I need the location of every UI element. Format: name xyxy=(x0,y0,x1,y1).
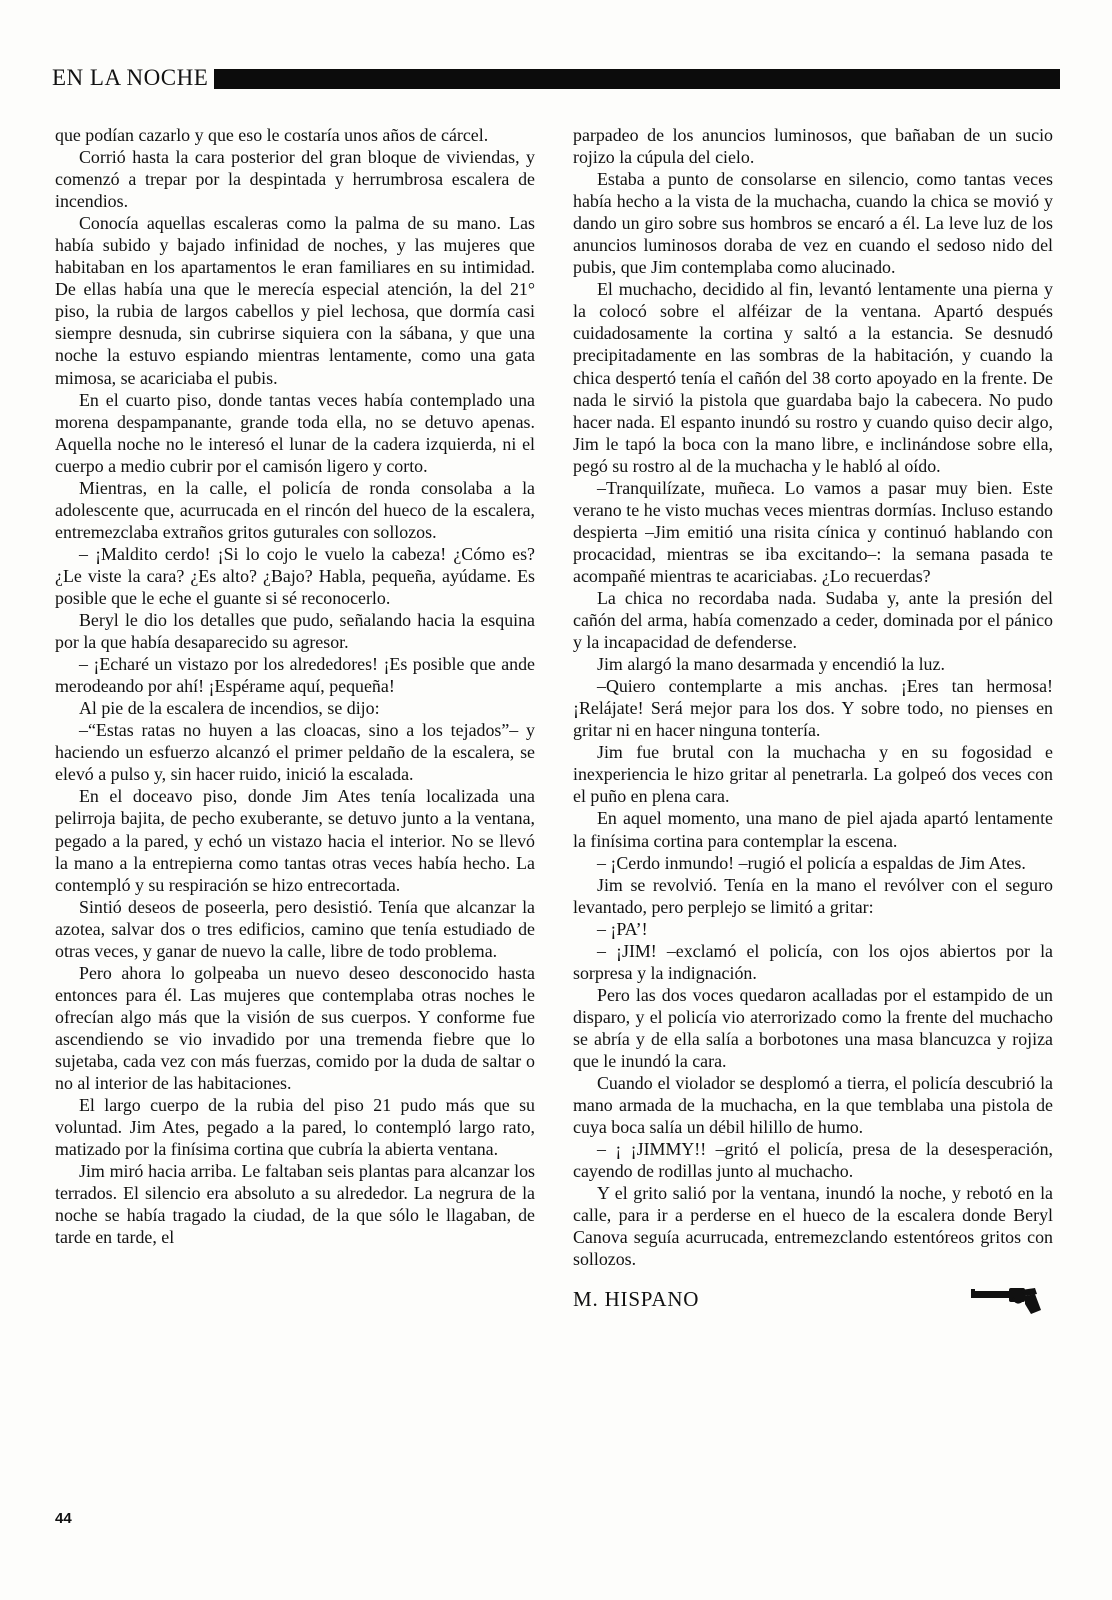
paragraph: Pero las dos voces quedaron acalladas por el estampido de un disparo, y el policía vio aterrorizado como la frente del muchacho se abría y de ella salía a borbotones una masa blancuzca y rojiza que le inundó la cara. xyxy=(573,984,1053,1071)
paragraph: Conocía aquellas escaleras como la palma de su mano. Las había subido y bajado infinidad de noches, y las mujeres que habitaban en los apartamentos le eran familiares en su intimidad. De ellas había una que le merecía especial atención, la del 21° piso, la rubia de largos cabellos y piel lechosa, que dormía casi siempre desnuda, sin cubrirse siquiera con la sábana, y que una noche la estuvo espiando mientras lentamente, como una gata mimosa, se acariciaba el pubis. xyxy=(55,213,535,388)
header-rule xyxy=(214,69,1060,89)
paragraph: Y el grito salió por la ventana, inundó la noche, y rebotó en la calle, para ir a perderse en el hueco de la escalera donde Beryl Canova seguía acurrucada, entremezclando estentóreos gritos con sollozos. xyxy=(573,1183,1053,1270)
paragraph: Jim fue brutal con la muchacha y en su fogosidad e inexperiencia le hizo gritar al penetrarla. La golpeó dos veces con el puño en plena cara. xyxy=(573,742,1053,807)
section-title: EN LA NOCHE xyxy=(52,65,209,90)
paragraph: En el cuarto piso, donde tantas veces había contemplado una morena despampanante, grande toda ella, no se detuvo apenas. Aquella noche no le interesó el lunar de la cadera izquierda, ni el cuerpo a medio cubrir por el camisón ligero y corto. xyxy=(55,389,535,476)
paragraph: Pero ahora lo golpeaba un nuevo deseo desconocido hasta entonces para él. Las mujeres que contemplaba otras noches le ofrecían algo más que la visión de sus cuerpos. Y conforme fue ascendiendo se vio invadido por una tremenda fiebre que lo sujetaba, cada vez con más fuerzas, comido por la duda de saltar o no al interior de las habitaciones. xyxy=(55,962,535,1094)
signature-row xyxy=(573,1282,1053,1316)
paragraph: Beryl le dio los detalles que pudo, señalando hacia la esquina por la que había desaparecido su agresor. xyxy=(55,610,535,653)
paragraph: – ¡Maldito cerdo! ¡Si lo cojo le vuelo la cabeza! ¿Cómo es? ¿Le viste la cara? ¿Es alto? ¿Bajo? Habla, pequeña, ayúdame. Es posible que le eche el guante si sé reconocerlo. xyxy=(55,543,535,608)
paragraph: –Quiero contemplarte a mis anchas. ¡Eres tan hermosa! ¡Relájate! Será mejor para los dos. Y sobre todo, no pienses en gritar ni en hacer ninguna tontería. xyxy=(573,676,1053,741)
paragraph: Jim miró hacia arriba. Le faltaban seis plantas para alcanzar los terrados. El silencio era absoluto a su alrededor. La negrura de la noche se había tragado la ciudad, de la que sólo le llagaban, de tarde en tarde, el xyxy=(55,1161,535,1248)
author-signature: M. HISPANO xyxy=(573,1287,700,1312)
page-number: 44 xyxy=(55,1510,72,1527)
paragraph: – ¡JIM! –exclamó el policía, con los ojos abiertos por la sorpresa y la indignación. xyxy=(573,940,1053,983)
paragraph: – ¡ ¡JIMMY!! –gritó el policía, presa de la desesperación, cayendo de rodillas junto al muchacho. xyxy=(573,1139,1053,1182)
paragraph: Jim alargó la mano desarmada y encendió la luz. xyxy=(597,654,945,675)
paragraph: – ¡PA’! xyxy=(597,918,648,939)
paragraph: – ¡Cerdo inmundo! –rugió el policía a espaldas de Jim Ates. xyxy=(597,852,1026,873)
paragraph: En el doceavo piso, donde Jim Ates tenía localizada una pelirroja bajita, de pecho exuberante, se detuvo junto a la ventana, pegado a la pared, y echó un vistazo hacia el interior. No se llevó la mano a la entrepierna como tantas otras veces había hecho. La contempló y su respiración se hizo entrecortada. xyxy=(55,786,535,895)
paragraph: Sintió deseos de poseerla, pero desistió. Tenía que alcanzar la azotea, salvar dos o tres edificios, camino que tenía estudiado de otras veces, y ganar de nuevo la calle, libre de todo problema. xyxy=(55,896,535,961)
paragraph: Estaba a punto de consolarse en silencio, como tantas veces había hecho a la vista de la muchacha, cuando la chica se movió y dando un giro sobre sus hombros se encaró a él. La leve luz de los anuncios luminosos doraba de vez en cuando el sedoso nido del pubis, que Jim contemplaba como alucinado. xyxy=(573,169,1053,278)
section-header xyxy=(52,62,1060,94)
paragraph: Mientras, en la calle, el policía de ronda consolaba a la adolescente que, acurrucada en el rincón del hueco de la escalera, entremezclaba extraños gritos guturales con sollozos. xyxy=(55,477,535,542)
paragraph: Cuando el violador se desplomó a tierra, el policía descubrió la mano armada de la muchacha, en la que temblaba una pistola de cuya boca salía un débil hilillo de humo. xyxy=(573,1073,1053,1138)
paragraph: El muchacho, decidido al fin, levantó lentamente una pierna y la colocó sobre el alféizar de la ventana. Apartó después cuidadosamente la cortina y saltó a la estancia. Se desnudó precipitadamente en las sombras de la habitación, y cuando la chica despertó tenía el cañón del 38 corto apoyado en la frente. De nada le sirvió la pistola que guardaba bajo la cabecera. No pudo hacer nada. El espanto inundó su rostro y cuando quiso decir algo, Jim le tapó la boca con la mano libre, e inclinándose sobre ella, pegó su rostro al de la muchacha y le habló al oído. xyxy=(573,279,1053,476)
paragraph: parpadeo de los anuncios luminosos, que bañaban de un sucio rojizo la cúpula del cielo. xyxy=(573,125,1053,168)
paragraph: – ¡Echaré un vistazo por los alrededores! ¡Es posible que ande merodeando por ahí! ¡Espérame aquí, pequeña! xyxy=(55,654,535,697)
paragraph: La chica no recordaba nada. Sudaba y, ante la presión del cañón del arma, había comenzado a ceder, dominada por el pánico y la incapacidad de defenderse. xyxy=(573,587,1053,653)
right-column xyxy=(573,124,1053,1316)
paragraph: En aquel momento, una mano de piel ajada apartó lentamente la finísima cortina para contemplar la escena. xyxy=(573,808,1053,851)
paragraph: Corrió hasta la cara posterior del gran bloque de viviendas, y comenzó a trepar por la despintada y herrumbrosa escalera de incendios. xyxy=(55,147,535,212)
left-column xyxy=(55,124,535,1248)
paragraph: que podían cazarlo y que eso le costaría unos años de cárcel. xyxy=(55,125,489,145)
revolver-icon xyxy=(969,1282,1049,1316)
paragraph: –Tranquilízate, muñeca. Lo vamos a pasar muy bien. Este verano te he visto muchas veces mientras dormías. Incluso estando despierta –Jim emitió una risita cínica y continuó hablando con procacidad, mientras se iba excitando–: la semana pasada te acompañé mientras te acariciabas. ¿Lo recuerdas? xyxy=(573,477,1053,586)
paragraph: Jim se revolvió. Tenía en la mano el revólver con el seguro levantado, pero perplejo se limitó a gritar: xyxy=(573,874,1053,917)
paragraph: Al pie de la escalera de incendios, se dijo: xyxy=(79,698,380,719)
paragraph: El largo cuerpo de la rubia del piso 21 pudo más que su voluntad. Jim Ates, pegado a la pared, lo contempló largo rato, matizado por la finísima cortina que cubría la abierta ventana. xyxy=(55,1095,535,1160)
paragraph: –“Estas ratas no huyen a las cloacas, sino a los tejados”– y haciendo un esfuerzo alcanzó el primer peldaño de la escalera, se elevó a pulso y, sin hacer ruido, inició la escalada. xyxy=(55,720,535,785)
